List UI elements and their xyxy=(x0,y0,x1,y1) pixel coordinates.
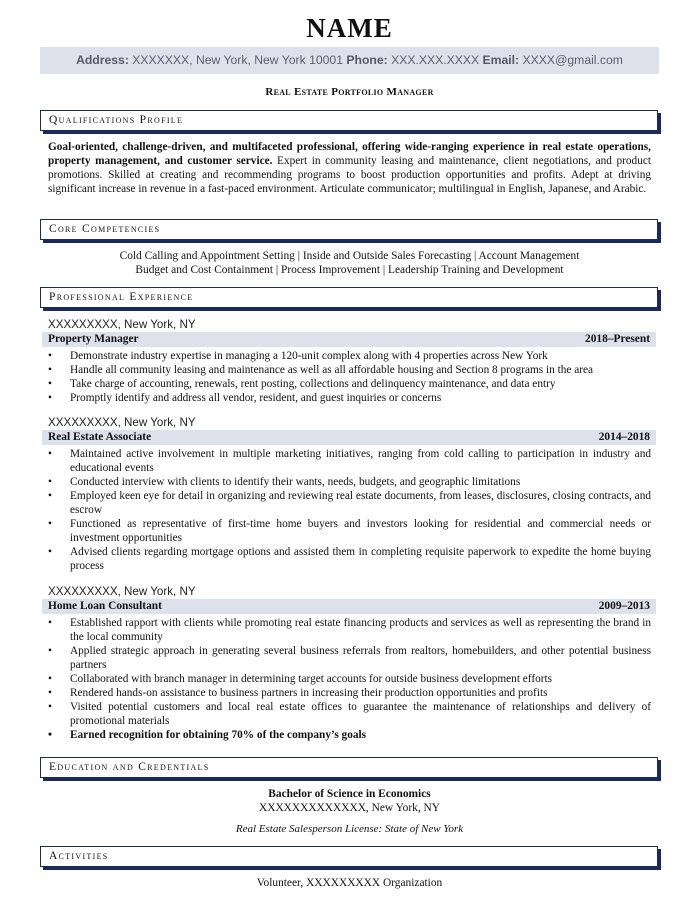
job-bullets xyxy=(48,447,651,573)
job-bullets xyxy=(48,349,651,405)
section-heading-education xyxy=(40,757,658,778)
degree: Bachelor of Science in Economics xyxy=(268,788,431,800)
bullet-icon: • xyxy=(48,687,52,699)
job-title-bar xyxy=(42,430,656,445)
section-heading-label: Activities xyxy=(49,850,109,862)
list-item: • Take charge of accounting, renewals, rent posting, collections and delinquency maintenance, and data entry xyxy=(48,378,556,390)
bullet-icon: • xyxy=(48,392,52,404)
job-bullets xyxy=(48,616,651,742)
list-item: • Advised clients regarding mortgage options and assisted them in completing requisite paperwork to expedite the home buying process xyxy=(48,546,651,572)
section-heading-qualifications xyxy=(40,110,658,131)
bullet-icon: • xyxy=(48,364,52,376)
bullet-icon: • xyxy=(48,476,52,488)
job-title: Real Estate Associate xyxy=(48,431,152,443)
list-item: • Earned recognition for obtaining 70% of the company’s goals xyxy=(48,729,367,741)
job-dates: 2014–2018 xyxy=(598,431,650,443)
phone-value: XXX.XXX.XXXX xyxy=(391,53,480,67)
section-heading-activities xyxy=(40,846,658,867)
email-value: XXXX@gmail.com xyxy=(522,53,623,67)
list-item: • Collaborated with branch manager in determining target accounts for outside business development efforts xyxy=(48,673,553,685)
competencies-line-2: Budget and Cost Containment | Process Improvement | Leadership Training and Development xyxy=(135,264,564,276)
bullet-icon: • xyxy=(48,701,52,713)
list-item: • Conducted interview with clients to identify their wants, needs, budgets, and geographic limitations xyxy=(48,476,521,488)
job-title-bar xyxy=(42,599,656,614)
section-heading-label: Core Competencies xyxy=(49,223,161,235)
bullet-icon: • xyxy=(48,350,52,362)
list-item: • Maintained active involvement in multiple marketing initiatives, ranging from cold calling to participation in industry and educational events xyxy=(48,448,651,474)
address-value: XXXXXXX, New York, New York 10001 xyxy=(132,53,343,67)
job-employer: XXXXXXXXX, New York, NY xyxy=(48,416,196,429)
list-item: • Employed keen eye for detail in organizing and reviewing real estate documents, from leases, disclosures, closing contracts, and escrow xyxy=(48,490,651,516)
list-item: • Visited potential customers and local real estate offices to guarantee the maintenance of relationships and delivery of promotional materials xyxy=(48,701,651,727)
address-label: Address: xyxy=(76,53,129,67)
competencies-line-1: Cold Calling and Appointment Setting | Inside and Outside Sales Forecasting | Account Management xyxy=(119,250,580,262)
candidate-name: NAME xyxy=(306,13,393,43)
summary-lead: Goal-oriented, challenge-driven, and multifaceted professional, offering wide-ranging experience in real estate operations, property management, and customer service. xyxy=(48,141,651,167)
job-employer: XXXXXXXXX, New York, NY xyxy=(48,318,196,331)
bullet-icon: • xyxy=(48,645,52,657)
job-title: Property Manager xyxy=(48,333,139,345)
section-heading-label: Qualifications Profile xyxy=(49,114,184,126)
list-item: • Promptly identify and address all vendor, resident, and guest inquiries or concerns xyxy=(48,392,442,404)
section-heading-competencies xyxy=(40,219,658,240)
list-item: • Rendered hands-on assistance to business partners in increasing their production opportunities and profits xyxy=(48,687,548,699)
email-label: Email: xyxy=(482,53,520,67)
bullet-icon: • xyxy=(48,546,52,558)
bullet-icon: • xyxy=(48,448,52,460)
qualifications-summary xyxy=(48,140,651,196)
license: Real Estate Salesperson License: State of New York xyxy=(235,823,464,835)
job-dates: 2018–Present xyxy=(585,333,650,345)
list-item: • Functioned as representative of first-time home buyers and investors looking for residential and commercial needs or investment opportunities xyxy=(48,518,651,544)
list-item: • Established rapport with clients while promoting real estate financing products and services as well as representing the brand in the local community xyxy=(48,617,651,643)
summary-body: Expert in community leasing and maintenance, client negotiations, and product promotions. Skilled at creating and recommending programs to boost production opportunities and profits. Adept at driving significant increase in revenue in a fast-paced environment. Articulate communicator; multilingual in English, Japanese, and Arabic. xyxy=(48,155,651,195)
contact-bar xyxy=(40,47,659,74)
bullet-icon: • xyxy=(48,617,52,629)
section-heading-label: Professional Experience xyxy=(49,291,194,303)
bullet-icon: • xyxy=(48,490,52,502)
section-heading-label: Education and Credentials xyxy=(49,761,210,773)
job-title: Home Loan Consultant xyxy=(48,600,162,612)
list-item: • Handle all community leasing and maintenance as well as all affordable housing and Section 8 programs in the area xyxy=(48,364,594,376)
target-role: Real Estate Portfolio Manager xyxy=(265,86,434,98)
list-item: • Demonstrate industry expertise in managing a 120-unit complex along with 4 properties across New York xyxy=(48,350,548,362)
bullet-icon: • xyxy=(48,518,52,530)
activity-item: Volunteer, XXXXXXXXX Organization xyxy=(256,877,443,889)
bullet-icon: • xyxy=(48,378,52,390)
bullet-icon: • xyxy=(48,729,52,741)
job-title-bar xyxy=(42,332,656,347)
job-employer: XXXXXXXXX, New York, NY xyxy=(48,585,196,598)
school: XXXXXXXXXXXXX, New York, NY xyxy=(259,802,440,814)
section-heading-experience xyxy=(40,287,658,308)
job-dates: 2009–2013 xyxy=(598,600,650,612)
list-item: • Applied strategic approach in generating several business referrals from realtors, homebuilders, and other potential business partners xyxy=(48,645,651,671)
phone-label: Phone: xyxy=(346,53,388,67)
bullet-icon: • xyxy=(48,673,52,685)
